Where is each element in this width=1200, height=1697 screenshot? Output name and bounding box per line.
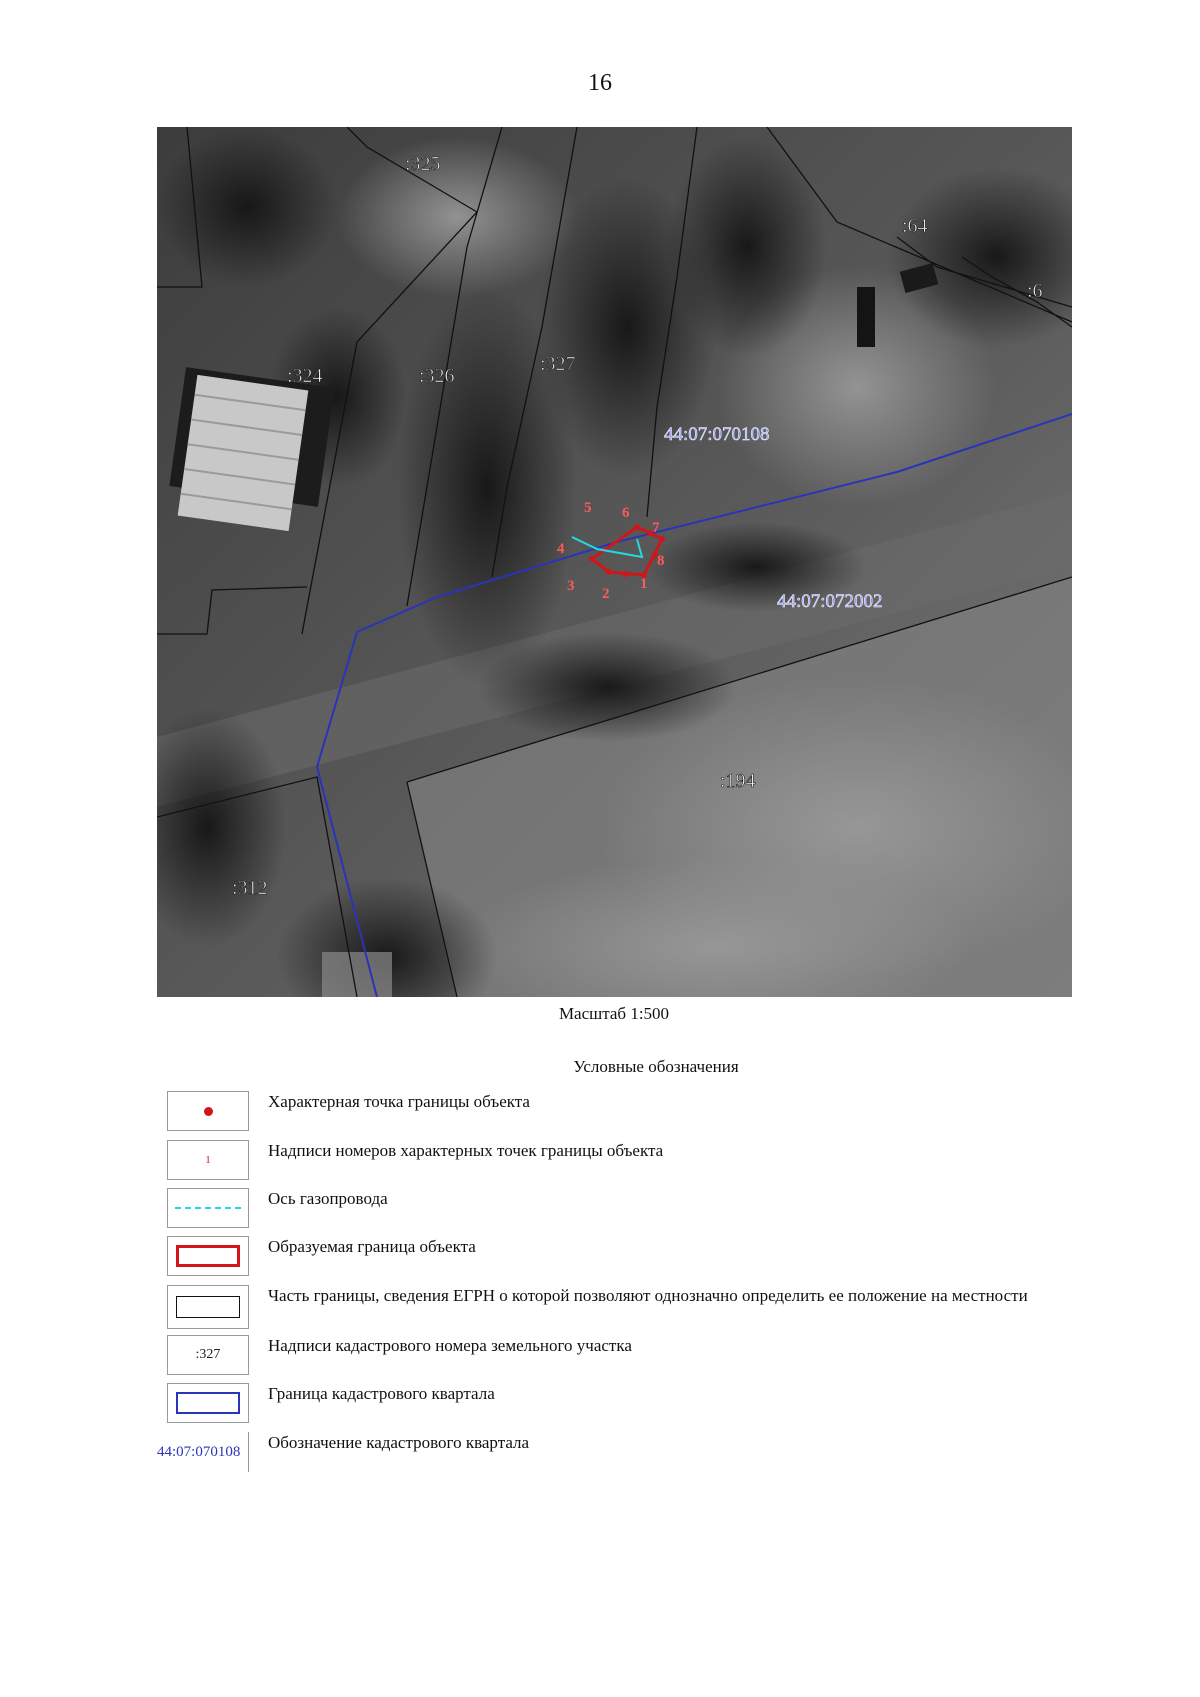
parcel-label: :327	[540, 353, 576, 375]
legend-text: Граница кадастрового квартала	[268, 1384, 495, 1403]
parcel-label: :6	[1027, 280, 1043, 302]
legend-symbol-box	[167, 1383, 249, 1423]
legend-text: Ось газопровода	[268, 1189, 388, 1208]
cadastral-number-sample: :327	[195, 1347, 221, 1362]
legend-symbol-box	[167, 1188, 249, 1228]
point-label-1: 1	[640, 576, 648, 592]
legend-text: Надписи кадастрового номера земельного участка	[268, 1336, 632, 1355]
legend-symbol-box	[167, 1091, 249, 1131]
red-dot-icon	[204, 1107, 213, 1116]
blue-rectangle-icon	[176, 1392, 240, 1414]
quarter-label: 44:07:070108	[664, 424, 770, 445]
legend-text: Обозначение кадастрового квартала	[268, 1433, 530, 1452]
cadastral-map	[157, 127, 1072, 997]
map-scale: Масштаб 1:500	[558, 1004, 670, 1023]
point-number-sample: 1	[205, 1154, 211, 1166]
legend-symbol-box	[167, 1285, 249, 1329]
legend-text: Надписи номеров характерных точек границы объекта	[268, 1141, 664, 1160]
point-label-3: 3	[567, 578, 575, 594]
legend-symbol-box	[167, 1236, 249, 1276]
point-label-5: 5	[584, 500, 592, 516]
map-svg	[157, 127, 1072, 997]
point-label-7: 7	[652, 520, 660, 536]
quarter-label: 44:07:072002	[777, 591, 883, 612]
red-rectangle-icon	[176, 1245, 240, 1267]
legend-text: Характерная точка границы объекта	[268, 1092, 530, 1111]
aerial-photo	[157, 127, 1072, 997]
point-label-2: 2	[602, 586, 610, 602]
parcel-label: :194	[720, 770, 756, 792]
point-label-8: 8	[657, 553, 665, 569]
page-number: 16	[588, 70, 612, 96]
dashed-line-icon	[175, 1207, 241, 1209]
parcel-label: :324	[287, 365, 323, 387]
legend-symbol-box	[167, 1335, 249, 1375]
legend-text: Часть границы, сведения ЕГРН о которой позволяют однозначно определить ее положение на местности	[268, 1286, 1028, 1305]
parcel-label: :325	[405, 153, 441, 175]
legend-symbol-box	[167, 1140, 249, 1180]
parcel-label: :312	[232, 877, 268, 899]
point-label-4: 4	[557, 541, 565, 557]
point-label-6: 6	[622, 505, 630, 521]
black-rectangle-icon	[176, 1296, 240, 1318]
quarter-label-sample: 44:07:070108	[157, 1432, 249, 1472]
parcel-label: :64	[902, 215, 928, 237]
parcel-label: :326	[419, 365, 455, 387]
legend-text: Образуемая граница объекта	[268, 1237, 476, 1256]
legend-title: Условные обозначения	[573, 1057, 739, 1076]
